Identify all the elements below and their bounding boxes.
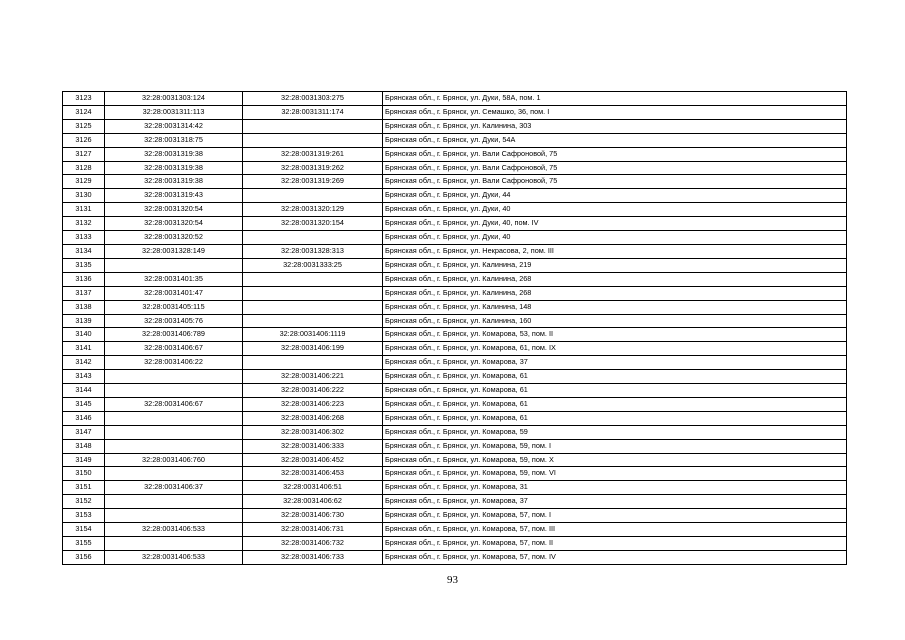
address-cell: Брянская обл., г. Брянск, ул. Комарова, 53, пом. II <box>383 328 847 342</box>
row-number-cell: 3123 <box>63 92 105 106</box>
row-number-cell: 3152 <box>63 495 105 509</box>
object-cadastral-number-cell <box>243 231 383 245</box>
table-row <box>63 286 847 300</box>
cadastral-number-cell: 32:28:0031318:75 <box>105 133 243 147</box>
address-cell: Брянская обл., г. Брянск, ул. Комарова, 61 <box>383 384 847 398</box>
object-cadastral-number-cell <box>243 286 383 300</box>
address-cell: Брянская обл., г. Брянск, ул. Калинина, 219 <box>383 258 847 272</box>
cadastral-number-cell: 32:28:0031401:35 <box>105 272 243 286</box>
cadastral-number-cell <box>105 411 243 425</box>
row-number-cell: 3150 <box>63 467 105 481</box>
object-cadastral-number-cell: 32:28:0031328:313 <box>243 244 383 258</box>
address-cell: Брянская обл., г. Брянск, ул. Калинина, 268 <box>383 272 847 286</box>
cadastral-number-cell: 32:28:0031406:67 <box>105 397 243 411</box>
cadastral-number-cell <box>105 425 243 439</box>
address-cell: Брянская обл., г. Брянск, ул. Дуки, 44 <box>383 189 847 203</box>
table-row <box>63 537 847 551</box>
object-cadastral-number-cell: 32:28:0031333:25 <box>243 258 383 272</box>
cadastral-number-cell: 32:28:0031406:789 <box>105 328 243 342</box>
row-number-cell: 3125 <box>63 119 105 133</box>
cadastral-number-cell: 32:28:0031320:54 <box>105 203 243 217</box>
table-row <box>63 175 847 189</box>
object-cadastral-number-cell: 32:28:0031406:731 <box>243 523 383 537</box>
table-row <box>63 509 847 523</box>
table-row <box>63 147 847 161</box>
cadastral-number-cell: 32:28:0031303:124 <box>105 92 243 106</box>
address-cell: Брянская обл., г. Брянск, ул. Семашко, 36, пом. I <box>383 105 847 119</box>
table-row <box>63 133 847 147</box>
row-number-cell: 3148 <box>63 439 105 453</box>
object-cadastral-number-cell: 32:28:0031406:453 <box>243 467 383 481</box>
row-number-cell: 3155 <box>63 537 105 551</box>
cadastral-number-cell: 32:28:0031319:38 <box>105 161 243 175</box>
address-cell: Брянская обл., г. Брянск, ул. Комарова, 59, пом. I <box>383 439 847 453</box>
address-cell: Брянская обл., г. Брянск, ул. Комарова, 37 <box>383 495 847 509</box>
row-number-cell: 3154 <box>63 523 105 537</box>
table-row <box>63 453 847 467</box>
object-cadastral-number-cell: 32:28:0031406:333 <box>243 439 383 453</box>
table-row <box>63 523 847 537</box>
address-cell: Брянская обл., г. Брянск, ул. Комарова, 57, пом. IV <box>383 550 847 564</box>
row-number-cell: 3139 <box>63 314 105 328</box>
row-number-cell: 3143 <box>63 370 105 384</box>
object-cadastral-number-cell <box>243 119 383 133</box>
table-row <box>63 439 847 453</box>
address-cell: Брянская обл., г. Брянск, ул. Комарова, 61 <box>383 397 847 411</box>
object-cadastral-number-cell: 32:28:0031319:269 <box>243 175 383 189</box>
cadastral-number-cell <box>105 509 243 523</box>
table-row <box>63 244 847 258</box>
address-cell: Брянская обл., г. Брянск, ул. Калинина, 303 <box>383 119 847 133</box>
cadastral-number-cell <box>105 495 243 509</box>
cadastral-number-cell <box>105 384 243 398</box>
object-cadastral-number-cell: 32:28:0031320:154 <box>243 217 383 231</box>
row-number-cell: 3146 <box>63 411 105 425</box>
address-cell: Брянская обл., г. Брянск, ул. Комарова, 61 <box>383 411 847 425</box>
table-row <box>63 411 847 425</box>
cadastral-number-cell <box>105 439 243 453</box>
cadastral-number-cell: 32:28:0031405:76 <box>105 314 243 328</box>
address-cell: Брянская обл., г. Брянск, ул. Калинина, 268 <box>383 286 847 300</box>
row-number-cell: 3128 <box>63 161 105 175</box>
page-number: 93 <box>447 574 458 586</box>
address-cell: Брянская обл., г. Брянск, ул. Вали Сафроновой, 75 <box>383 147 847 161</box>
table-row <box>63 203 847 217</box>
object-cadastral-number-cell: 32:28:0031406:223 <box>243 397 383 411</box>
table-row <box>63 495 847 509</box>
address-cell: Брянская обл., г. Брянск, ул. Комарова, 59, пом. VI <box>383 467 847 481</box>
row-number-cell: 3156 <box>63 550 105 564</box>
object-cadastral-number-cell: 32:28:0031406:221 <box>243 370 383 384</box>
address-cell: Брянская обл., г. Брянск, ул. Некрасова, 2, пом. III <box>383 244 847 258</box>
object-cadastral-number-cell: 32:28:0031406:730 <box>243 509 383 523</box>
address-cell: Брянская обл., г. Брянск, ул. Дуки, 54А <box>383 133 847 147</box>
cadastral-number-cell: 32:28:0031401:47 <box>105 286 243 300</box>
address-cell: Брянская обл., г. Брянск, ул. Комарова, 59, пом. X <box>383 453 847 467</box>
object-cadastral-number-cell: 32:28:0031406:733 <box>243 550 383 564</box>
table-row <box>63 258 847 272</box>
cadastral-number-cell: 32:28:0031405:115 <box>105 300 243 314</box>
table-row <box>63 342 847 356</box>
table-row <box>63 328 847 342</box>
cadastral-number-cell <box>105 537 243 551</box>
row-number-cell: 3130 <box>63 189 105 203</box>
row-number-cell: 3127 <box>63 147 105 161</box>
object-cadastral-number-cell <box>243 133 383 147</box>
address-cell: Брянская обл., г. Брянск, ул. Дуки, 58А, пом. 1 <box>383 92 847 106</box>
table-row <box>63 550 847 564</box>
object-cadastral-number-cell: 32:28:0031406:1119 <box>243 328 383 342</box>
row-number-cell: 3151 <box>63 481 105 495</box>
table-row <box>63 300 847 314</box>
row-number-cell: 3124 <box>63 105 105 119</box>
cadastral-number-cell: 32:28:0031320:54 <box>105 217 243 231</box>
object-cadastral-number-cell: 32:28:0031406:51 <box>243 481 383 495</box>
cadastral-number-cell: 32:28:0031328:149 <box>105 244 243 258</box>
table-row <box>63 467 847 481</box>
row-number-cell: 3137 <box>63 286 105 300</box>
object-cadastral-number-cell: 32:28:0031406:199 <box>243 342 383 356</box>
object-cadastral-number-cell: 32:28:0031406:452 <box>243 453 383 467</box>
object-cadastral-number-cell: 32:28:0031406:732 <box>243 537 383 551</box>
row-number-cell: 3142 <box>63 356 105 370</box>
object-cadastral-number-cell: 32:28:0031319:262 <box>243 161 383 175</box>
row-number-cell: 3132 <box>63 217 105 231</box>
table-row <box>63 384 847 398</box>
object-cadastral-number-cell: 32:28:0031319:261 <box>243 147 383 161</box>
object-cadastral-number-cell: 32:28:0031303:275 <box>243 92 383 106</box>
address-cell: Брянская обл., г. Брянск, ул. Комарова, 57, пом. III <box>383 523 847 537</box>
table-row <box>63 397 847 411</box>
table-row <box>63 272 847 286</box>
table-row <box>63 105 847 119</box>
table-row <box>63 314 847 328</box>
row-number-cell: 3145 <box>63 397 105 411</box>
cadastral-number-cell: 32:28:0031406:533 <box>105 550 243 564</box>
address-cell: Брянская обл., г. Брянск, ул. Вали Сафроновой, 75 <box>383 161 847 175</box>
row-number-cell: 3147 <box>63 425 105 439</box>
table-body <box>63 92 847 565</box>
cadastral-number-cell: 32:28:0031319:43 <box>105 189 243 203</box>
object-cadastral-number-cell: 32:28:0031406:302 <box>243 425 383 439</box>
cadastral-number-cell: 32:28:0031406:37 <box>105 481 243 495</box>
cadastral-number-cell: 32:28:0031406:22 <box>105 356 243 370</box>
cadastral-number-cell: 32:28:0031314:42 <box>105 119 243 133</box>
address-cell: Брянская обл., г. Брянск, ул. Калинина, 160 <box>383 314 847 328</box>
row-number-cell: 3149 <box>63 453 105 467</box>
object-cadastral-number-cell: 32:28:0031311:174 <box>243 105 383 119</box>
row-number-cell: 3129 <box>63 175 105 189</box>
cadastral-number-cell: 32:28:0031319:38 <box>105 175 243 189</box>
table-row <box>63 481 847 495</box>
address-cell: Брянская обл., г. Брянск, ул. Комарова, 61, пом. IX <box>383 342 847 356</box>
table-row <box>63 425 847 439</box>
row-number-cell: 3131 <box>63 203 105 217</box>
object-cadastral-number-cell <box>243 189 383 203</box>
cadastral-number-cell <box>105 258 243 272</box>
cadastral-number-cell: 32:28:0031311:113 <box>105 105 243 119</box>
table-row <box>63 231 847 245</box>
address-cell: Брянская обл., г. Брянск, ул. Дуки, 40 <box>383 231 847 245</box>
table-row <box>63 370 847 384</box>
address-cell: Брянская обл., г. Брянск, ул. Калинина, 148 <box>383 300 847 314</box>
row-number-cell: 3140 <box>63 328 105 342</box>
table-row <box>63 119 847 133</box>
row-number-cell: 3144 <box>63 384 105 398</box>
row-number-cell: 3126 <box>63 133 105 147</box>
object-cadastral-number-cell: 32:28:0031406:268 <box>243 411 383 425</box>
table-row <box>63 161 847 175</box>
cadastral-number-cell: 32:28:0031406:533 <box>105 523 243 537</box>
table-row <box>63 217 847 231</box>
address-cell: Брянская обл., г. Брянск, ул. Дуки, 40 <box>383 203 847 217</box>
object-cadastral-number-cell: 32:28:0031406:222 <box>243 384 383 398</box>
address-cell: Брянская обл., г. Брянск, ул. Комарова, 59 <box>383 425 847 439</box>
object-cadastral-number-cell <box>243 300 383 314</box>
row-number-cell: 3135 <box>63 258 105 272</box>
cadastral-number-cell <box>105 370 243 384</box>
property-registry-table <box>62 91 847 565</box>
cadastral-number-cell <box>105 467 243 481</box>
address-cell: Брянская обл., г. Брянск, ул. Комарова, 31 <box>383 481 847 495</box>
cadastral-number-cell: 32:28:0031319:38 <box>105 147 243 161</box>
object-cadastral-number-cell <box>243 356 383 370</box>
row-number-cell: 3133 <box>63 231 105 245</box>
object-cadastral-number-cell <box>243 314 383 328</box>
row-number-cell: 3136 <box>63 272 105 286</box>
cadastral-number-cell: 32:28:0031406:67 <box>105 342 243 356</box>
address-cell: Брянская обл., г. Брянск, ул. Дуки, 40, пом. IV <box>383 217 847 231</box>
row-number-cell: 3153 <box>63 509 105 523</box>
address-cell: Брянская обл., г. Брянск, ул. Комарова, 57, пом. I <box>383 509 847 523</box>
row-number-cell: 3138 <box>63 300 105 314</box>
address-cell: Брянская обл., г. Брянск, ул. Комарова, 61 <box>383 370 847 384</box>
table-row <box>63 356 847 370</box>
object-cadastral-number-cell: 32:28:0031320:129 <box>243 203 383 217</box>
table-row <box>63 189 847 203</box>
address-cell: Брянская обл., г. Брянск, ул. Комарова, 37 <box>383 356 847 370</box>
object-cadastral-number-cell: 32:28:0031406:62 <box>243 495 383 509</box>
row-number-cell: 3134 <box>63 244 105 258</box>
row-number-cell: 3141 <box>63 342 105 356</box>
table-row <box>63 92 847 106</box>
object-cadastral-number-cell <box>243 272 383 286</box>
address-cell: Брянская обл., г. Брянск, ул. Комарова, 57, пом. II <box>383 537 847 551</box>
address-cell: Брянская обл., г. Брянск, ул. Вали Сафроновой, 75 <box>383 175 847 189</box>
cadastral-number-cell: 32:28:0031320:52 <box>105 231 243 245</box>
cadastral-number-cell: 32:28:0031406:760 <box>105 453 243 467</box>
